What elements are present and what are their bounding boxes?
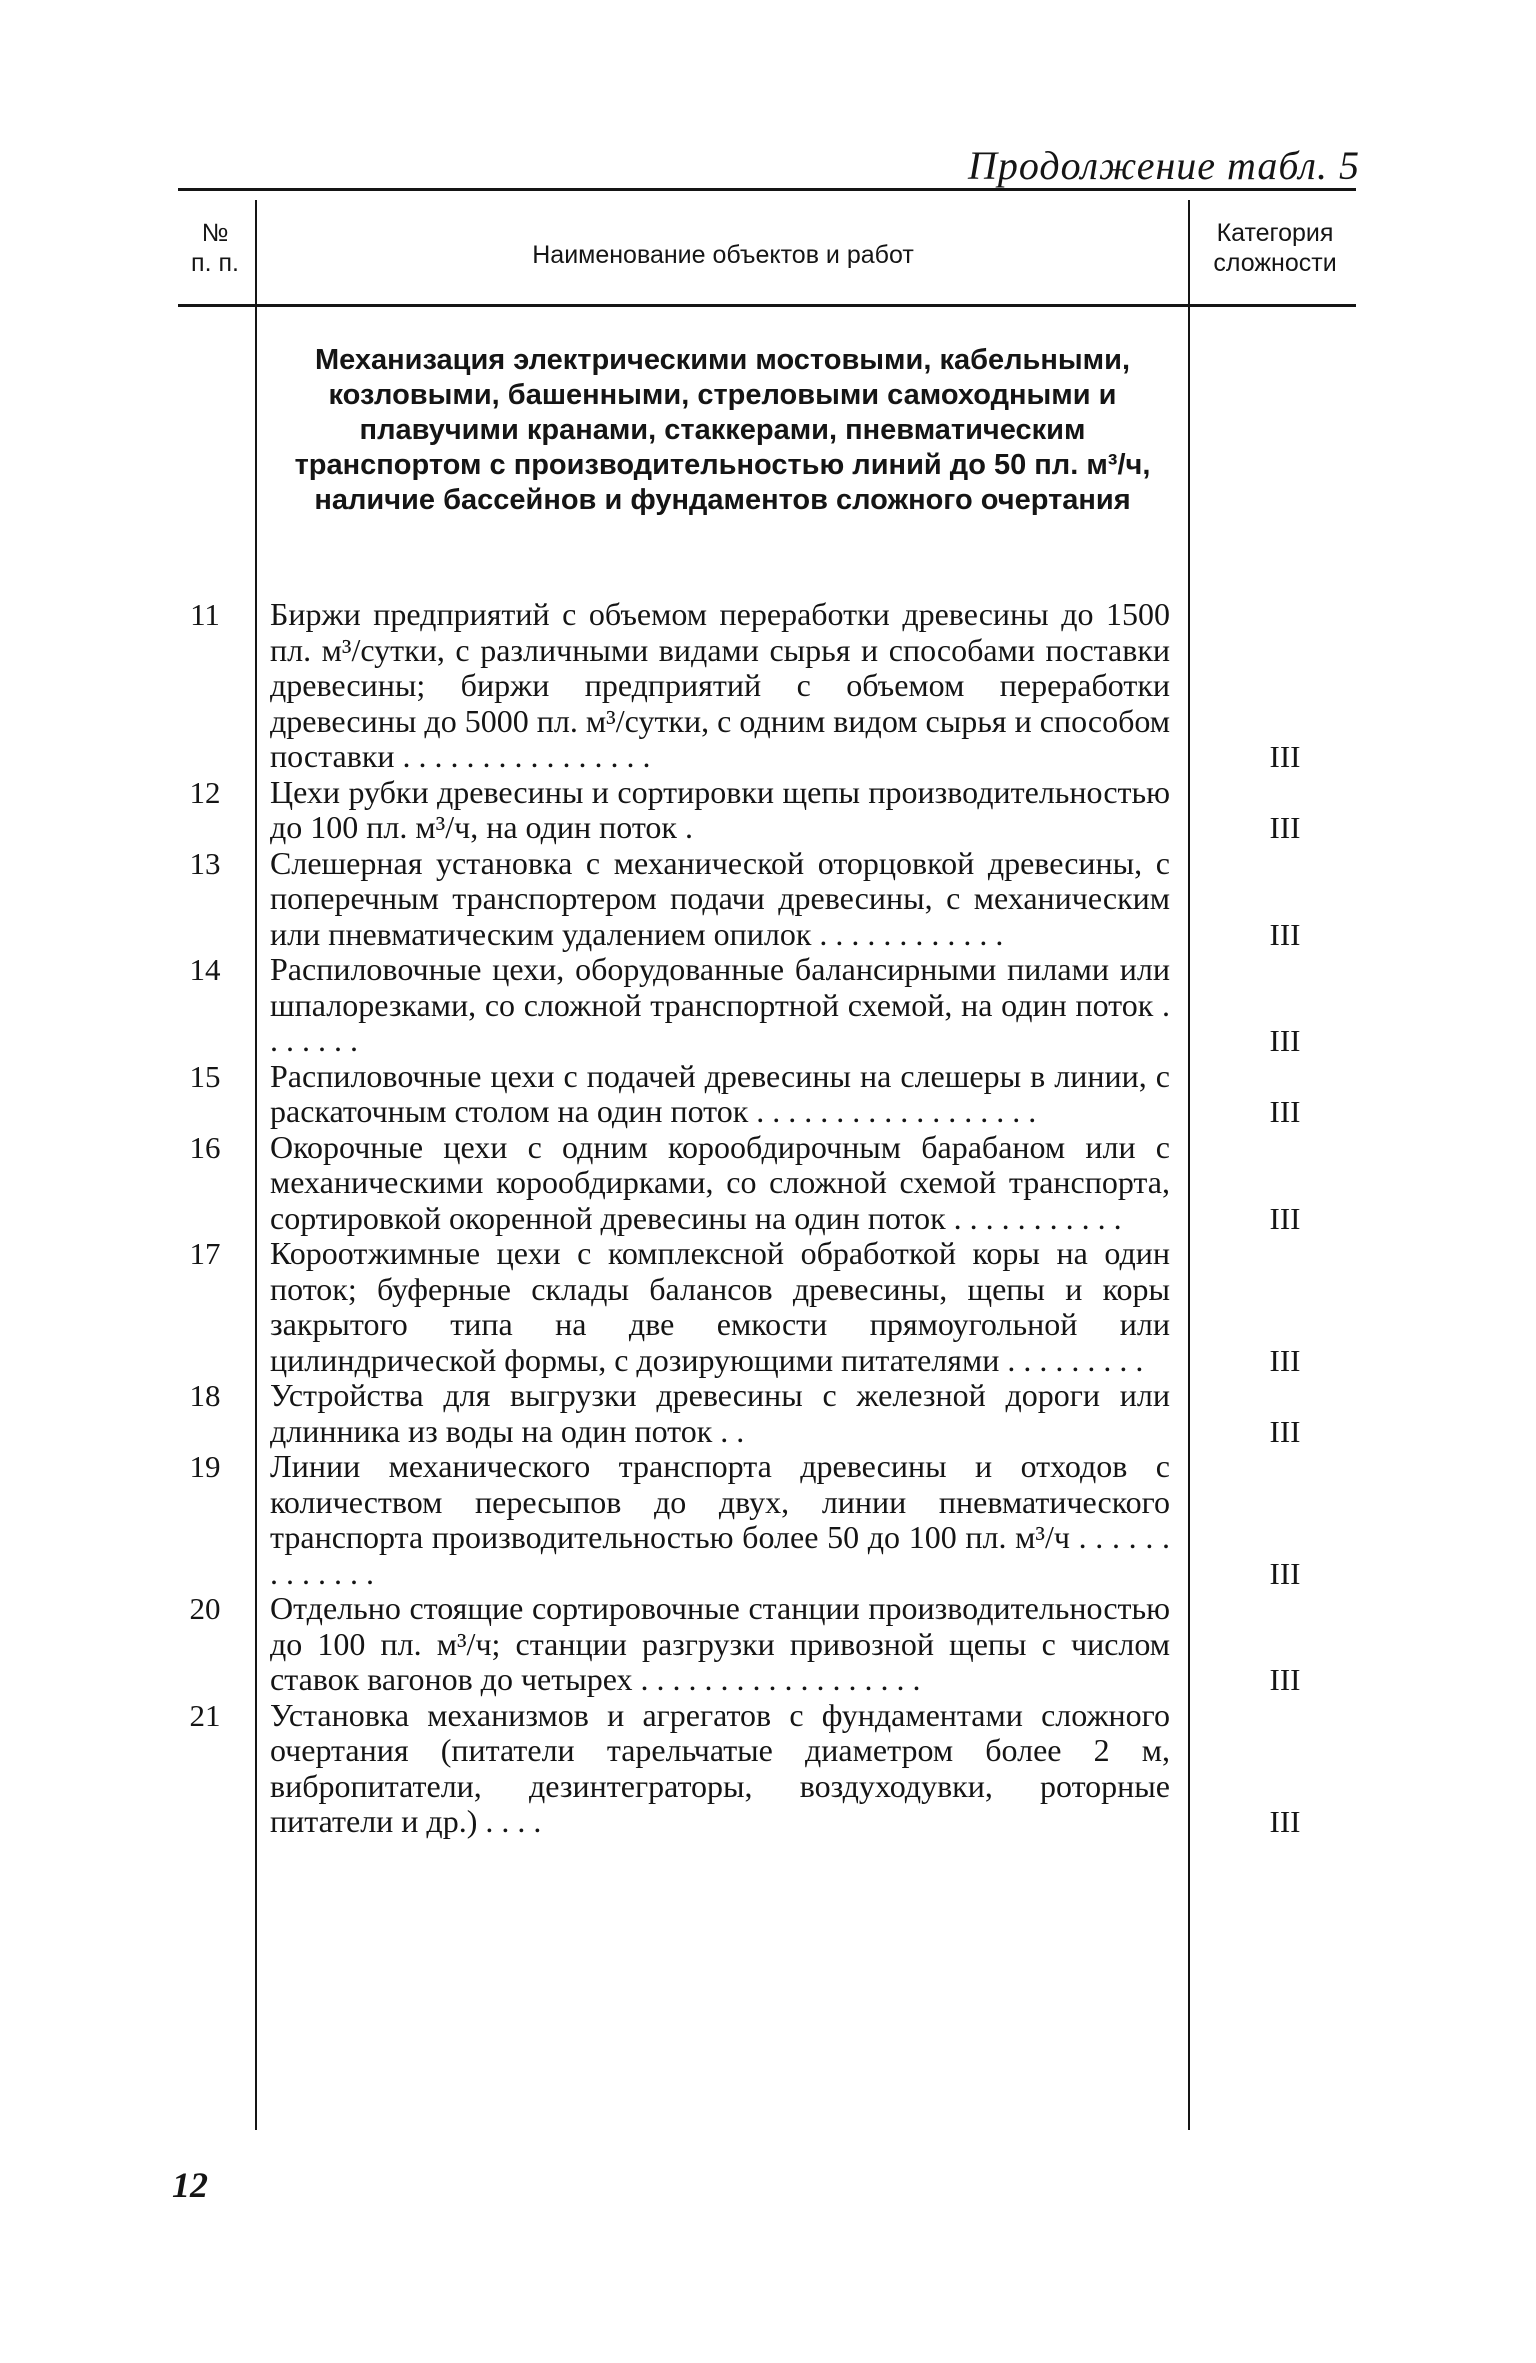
row-number: 17 <box>189 1236 221 1271</box>
table-row <box>0 952 1536 1059</box>
header-top-rule <box>178 188 1356 191</box>
row-category: III <box>1269 1662 1301 1697</box>
header-name-column: Наименование объектов и работ <box>532 241 914 269</box>
header-category-column: Категория сложности <box>1213 219 1337 277</box>
row-description: Отдельно стоящие сортировочные станции производительностью до 100 пл. м³/ч; станции разгрузки привозной щепы с числом ставок вагонов до четырех . . . . . . . . . . . . . . . . . . <box>270 1590 1170 1697</box>
section-title: Механизация электрическими мостовыми, кабельными, козловыми, башенными, стреловыми самоходными и плавучими кранами, стаккерами, пневматическим транспортом с производительностью линий до 50 пл. м³/ч, наличие бассейнов и фундаментов сложного очертания <box>294 344 1151 516</box>
header-number-column: № п. п. <box>191 219 239 277</box>
row-description: Слешерная установка с механической оторцовкой древесины, с поперечным транспортером подачи древесины, с механическим или пневматическим удалением опилок . . . . . . . . . . . . <box>270 844 1170 952</box>
row-number: 20 <box>189 1591 221 1626</box>
row-number: 15 <box>189 1058 221 1094</box>
row-category: III <box>1269 1023 1301 1058</box>
row-description: Распиловочные цехи, оборудованные балансирными пилами или шпалорезками, со сложной транспортной схемой, на один поток . . . . . . . <box>270 951 1170 1058</box>
row-category: III <box>1269 1555 1301 1591</box>
row-description: Линии механического транспорта древесины и отходов с количеством пересыпов до двух, линии пневматического транспорта производительностью более 50 до 100 пл. м³/ч . . . . . . . . . . . . . <box>270 1448 1170 1591</box>
row-description: Распиловочные цехи с подачей древесины на слешеры в линии, с раскаточным столом на один поток . . . . . . . . . . . . . . . . . . <box>270 1057 1170 1129</box>
table-row <box>0 1378 1536 1449</box>
row-number: 13 <box>189 845 221 881</box>
row-description: Биржи предприятий с объемом переработки древесины до 1500 пл. м³/сутки, с различными видами сырья и способами поставки древесины; биржи предприятий с объемом переработки древесины до 5000 пл. м³/сутки, с одним видом сырья и способом поставки . . . . . . . . . . . . . . . . <box>270 596 1170 774</box>
row-category: III <box>1269 810 1301 845</box>
row-number: 21 <box>189 1697 221 1733</box>
table-row <box>0 1059 1536 1130</box>
row-number: 11 <box>190 597 220 632</box>
row-description: Цехи рубки древесины и сортировки щепы производительностью до 100 пл. м³/ч, на один поток . <box>270 773 1170 845</box>
table-row <box>0 1698 1536 1840</box>
table-row <box>0 1591 1536 1698</box>
table-row <box>0 597 1536 775</box>
row-number: 19 <box>189 1449 221 1484</box>
entries <box>0 597 1536 1840</box>
row-category: III <box>1269 739 1301 774</box>
header-bottom-rule <box>178 304 1356 307</box>
row-category: III <box>1269 1094 1301 1129</box>
table-row <box>0 1449 1536 1591</box>
row-category: III <box>1269 1200 1301 1236</box>
table-row <box>0 1236 1536 1378</box>
row-category: III <box>1269 916 1301 952</box>
row-description: Установка механизмов и агрегатов с фундаментами сложного очертания (питатели тарельчатые диаметром более 2 м, вибропитатели, дезинтеграторы, воздуходувки, роторные питатели и др.) . . . . <box>270 1696 1170 1839</box>
row-number: 14 <box>189 952 221 987</box>
table-row <box>0 1130 1536 1237</box>
row-description: Короотжимные цехи с комплексной обработкой коры на один поток; буферные склады балансов древесины, щепы и коры закрытого типа на две емкости прямоугольной или цилиндрической формы, с дозирующими питателями . . . . . . . . . <box>270 1235 1170 1378</box>
row-description: Окорочные цехи с одним корообдирочным барабаном или с механическими корообдирками, со сложной схемой транспорта, сортировкой окоренной древесины на один поток . . . . . . . . . . . <box>270 1128 1170 1236</box>
row-category: III <box>1269 1804 1301 1839</box>
row-number: 12 <box>189 774 221 810</box>
table-row <box>0 846 1536 953</box>
table-row <box>0 775 1536 846</box>
row-number: 18 <box>189 1378 221 1413</box>
page-number: 12 <box>172 2165 208 2205</box>
row-category: III <box>1269 1342 1301 1378</box>
row-category: III <box>1269 1413 1301 1449</box>
row-number: 16 <box>189 1129 221 1165</box>
row-description: Устройства для выгрузки древесины с железной дороги или длинника из воды на один поток . . <box>270 1377 1170 1449</box>
table-caption: Продолжение табл. 5 <box>967 143 1360 188</box>
